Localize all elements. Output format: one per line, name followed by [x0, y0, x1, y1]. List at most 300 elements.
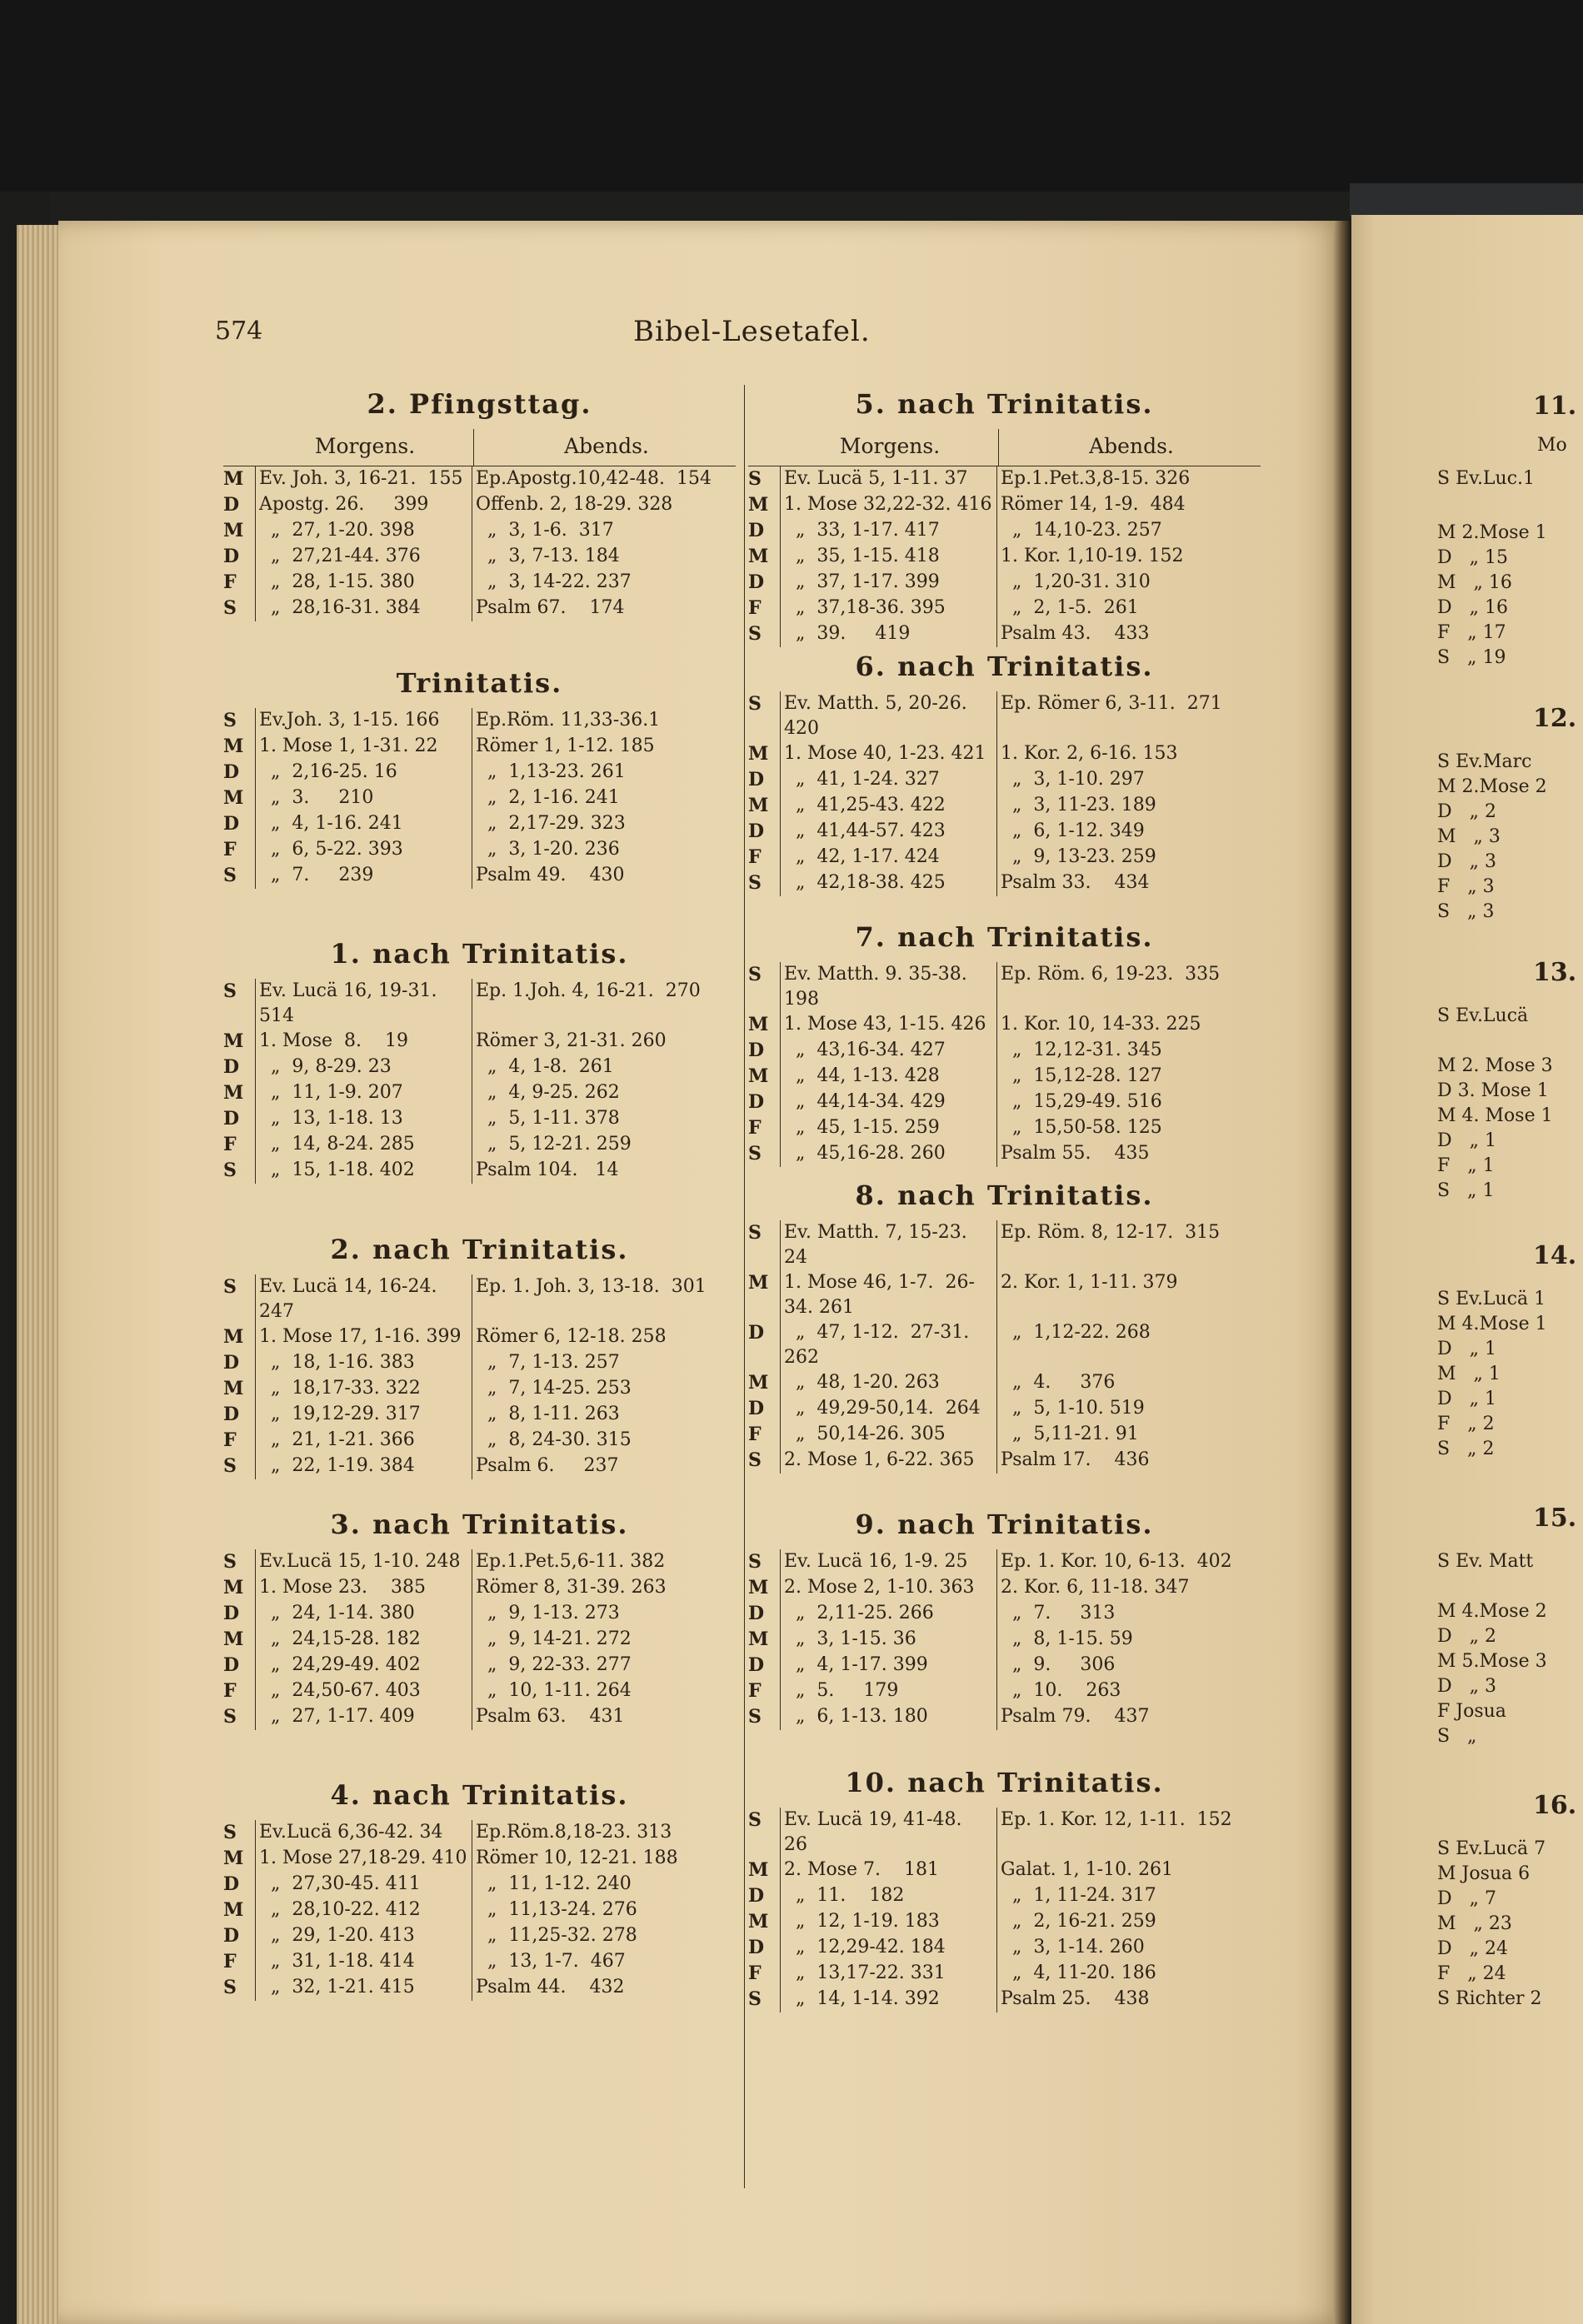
cut-off-reading-line: S Ev.Lucä — [1437, 1005, 1529, 1026]
morning-reading: „ 28,10-22. 412 — [255, 1898, 472, 1923]
morning-reading: „ 14, 8-24. 285 — [255, 1132, 472, 1158]
reading-row — [748, 518, 1261, 544]
morning-reading: „ 22, 1-19. 384 — [255, 1454, 472, 1479]
cut-off-reading-line: D „ 24 — [1437, 1938, 1509, 1959]
evening-reading: Ep. Röm. 8, 12-17. 315 — [996, 1220, 1261, 1270]
morning-reading: „ 13,17-22. 331 — [780, 1961, 996, 1987]
evening-reading: „ 1,12-22. 268 — [996, 1320, 1261, 1370]
evening-reading: Galat. 1, 1-10. 261 — [996, 1858, 1261, 1883]
weekday-letter: S — [223, 1822, 237, 1843]
cut-off-reading-line: D „ 7 — [1437, 1888, 1497, 1909]
reading-row — [223, 518, 736, 544]
evening-reading: „ 3, 1-20. 236 — [472, 837, 736, 863]
reading-row — [223, 570, 736, 596]
evening-reading: Ep.1.Pet.5,6-11. 382 — [472, 1549, 736, 1575]
evening-reading: „ 5, 1-11. 378 — [472, 1106, 736, 1132]
evening-reading: Psalm 55. 435 — [996, 1141, 1261, 1167]
evening-reading: „ 1,20-31. 310 — [996, 570, 1261, 596]
section-title: 3. nach Trinitatis. — [330, 1509, 629, 1540]
morning-reading: 1. Mose 17, 1-16. 399 — [255, 1324, 472, 1350]
evening-reading: „ 2, 1-16. 241 — [472, 785, 736, 811]
evening-reading: Ep. Römer 6, 3-11. 271 — [996, 691, 1261, 741]
evening-reading: Ep.Apostg.10,42-48. 154 — [472, 466, 736, 492]
evening-reading: Psalm 104. 14 — [472, 1158, 736, 1184]
morning-reading: „ 19,12-29. 317 — [255, 1402, 472, 1428]
evening-reading: „ 9, 1-13. 273 — [472, 1601, 736, 1627]
morning-reading: „ 41, 1-24. 327 — [780, 767, 996, 793]
reading-row — [748, 1678, 1261, 1704]
reading-rows — [223, 1820, 736, 2001]
section-title: 1. nach Trinitatis. — [330, 938, 629, 970]
section-title: 2. Pfingsttag. — [367, 388, 592, 420]
weekday-letter: M — [223, 1899, 244, 1921]
evening-reading: „ 11,25-32. 278 — [472, 1923, 736, 1949]
morning-reading: „ 12,29-42. 184 — [780, 1935, 996, 1961]
weekday-letter: D — [748, 1603, 765, 1624]
cut-off-reading-line: D „ 2 — [1437, 801, 1497, 822]
cut-off-reading-line: D „ 1 — [1437, 1339, 1497, 1359]
reading-row — [748, 596, 1261, 621]
weekday-letter: M — [223, 1628, 244, 1650]
morning-reading: Ev. Lucä 19, 41-48. 26 — [780, 1808, 996, 1858]
evening-reading: „ 2, 16-21. 259 — [996, 1909, 1261, 1935]
morning-reading: „ 18,17-33. 322 — [255, 1376, 472, 1402]
reading-section — [223, 1499, 736, 1730]
weekday-letter: S — [748, 1143, 762, 1164]
morning-reading: „ 11, 1-9. 207 — [255, 1080, 472, 1106]
weekday-letter: S — [748, 1222, 762, 1244]
cut-off-reading-line: M „ 3 — [1437, 826, 1501, 847]
morning-reading: „ 4, 1-17. 399 — [780, 1653, 996, 1678]
weekday-letter: M — [223, 468, 244, 490]
cut-off-reading-line: D „ 1 — [1437, 1389, 1497, 1409]
evening-reading: „ 6, 1-12. 349 — [996, 819, 1261, 845]
weekday-letter: F — [223, 1951, 237, 1972]
weekday-letter: F — [748, 1962, 762, 1984]
cut-off-reading-line: M 4.Mose 2 — [1437, 1601, 1547, 1622]
reading-row — [748, 1038, 1261, 1064]
evening-reading: Ep.Röm. 11,33-36.1 — [472, 708, 736, 734]
weekday-letter: D — [748, 1937, 765, 1958]
reading-row — [223, 760, 736, 785]
evening-reading: „ 2, 1-5. 261 — [996, 596, 1261, 621]
morning-reading: 1. Mose 27,18-29. 410 — [255, 1846, 472, 1872]
reading-row — [748, 1064, 1261, 1090]
header-abends: Abends. — [564, 434, 649, 458]
section-title: 10. nach Trinitatis. — [845, 1767, 1164, 1798]
cut-off-reading-line: F „ 3 — [1437, 876, 1495, 897]
evening-reading: „ 3, 1-6. 317 — [472, 518, 736, 544]
morning-reading: Apostg. 26. 399 — [255, 492, 472, 518]
evening-reading: „ 4, 1-8. 261 — [472, 1055, 736, 1080]
weekday-letter: S — [748, 964, 762, 985]
evening-reading: „ 4. 376 — [996, 1370, 1261, 1396]
morning-reading: „ 27, 1-17. 409 — [255, 1704, 472, 1730]
evening-reading: „ 8, 24-30. 315 — [472, 1428, 736, 1454]
weekday-letter: S — [223, 1977, 237, 1998]
weekday-letter: S — [223, 1160, 237, 1181]
weekday-letter: M — [748, 1577, 769, 1598]
weekday-letter: F — [223, 1429, 237, 1451]
reading-row — [748, 1141, 1261, 1167]
evening-reading: „ 7. 313 — [996, 1601, 1261, 1627]
weekday-letter: M — [748, 1628, 769, 1650]
weekday-letter: D — [748, 1885, 765, 1907]
reading-rows — [748, 1808, 1261, 2012]
cut-off-reading-line: F „ 1 — [1437, 1155, 1495, 1176]
header-morgens: Morgens. — [314, 434, 416, 458]
weekday-letter: D — [223, 1873, 240, 1895]
reading-row — [223, 492, 736, 518]
evening-reading: Psalm 44. 432 — [472, 1975, 736, 2001]
evening-reading: „ 4, 9-25. 262 — [472, 1080, 736, 1106]
reading-row — [748, 1575, 1261, 1601]
evening-reading: „ 3, 1-10. 297 — [996, 767, 1261, 793]
reading-row — [748, 544, 1261, 570]
reading-rows — [223, 708, 736, 889]
cut-off-section-title: 14. — [1533, 1241, 1577, 1270]
reading-row — [748, 1808, 1261, 1858]
evening-reading: „ 15,50-58. 125 — [996, 1115, 1261, 1141]
reading-row — [748, 1627, 1261, 1653]
evening-reading: „ 11, 1-12. 240 — [472, 1872, 736, 1898]
weekday-letter: M — [223, 1082, 244, 1104]
reading-rows — [748, 1220, 1261, 1474]
reading-row — [748, 1653, 1261, 1678]
weekday-letter: D — [748, 571, 765, 593]
header-divider — [473, 429, 474, 466]
evening-reading: Römer 8, 31-39. 263 — [472, 1575, 736, 1601]
morning-reading: 1. Mose 23. 385 — [255, 1575, 472, 1601]
reading-section — [748, 641, 1261, 896]
evening-reading: „ 5, 1-10. 519 — [996, 1396, 1261, 1422]
morning-reading: Ev.Lucä 6,36-42. 34 — [255, 1820, 472, 1846]
weekday-letter: S — [223, 1276, 237, 1298]
reading-row — [748, 741, 1261, 767]
morning-reading: „ 45,16-28. 260 — [780, 1141, 996, 1167]
morning-reading: „ 11. 182 — [780, 1883, 996, 1909]
reading-row — [223, 979, 736, 1029]
morning-reading: „ 3. 210 — [255, 785, 472, 811]
reading-row — [223, 1428, 736, 1454]
cut-off-reading-line: M „ 16 — [1437, 572, 1512, 593]
weekday-letter: F — [223, 1134, 237, 1155]
reading-row — [223, 1106, 736, 1132]
reading-row — [223, 1601, 736, 1627]
weekday-letter: S — [748, 693, 762, 715]
cut-off-reading-line: D „ 3 — [1437, 1676, 1497, 1697]
evening-reading: „ 10. 263 — [996, 1678, 1261, 1704]
weekday-letter: D — [223, 1056, 240, 1078]
cut-off-reading-line: S Ev. Matt — [1437, 1551, 1534, 1572]
weekday-letter: M — [748, 743, 769, 765]
morning-reading: „ 39. 419 — [780, 621, 996, 647]
weekday-letter: M — [748, 1859, 769, 1881]
morning-reading: „ 6, 5-22. 393 — [255, 837, 472, 863]
section-title: 5. nach Trinitatis. — [855, 388, 1154, 420]
cut-off-reading-line: D „ 15 — [1437, 547, 1509, 568]
cut-off-section-title: 11. — [1533, 391, 1577, 421]
reading-row — [748, 1422, 1261, 1448]
evening-reading: Römer 14, 1-9. 484 — [996, 492, 1261, 518]
reading-section — [223, 1224, 736, 1479]
evening-reading: Ep.Röm.8,18-23. 313 — [472, 1820, 736, 1846]
morning-reading: Ev. Matth. 7, 15-23. 24 — [780, 1220, 996, 1270]
weekday-letter: D — [748, 1040, 765, 1061]
evening-reading: „ 5, 12-21. 259 — [472, 1132, 736, 1158]
morning-reading: „ 28, 1-15. 380 — [255, 570, 472, 596]
evening-reading: Römer 1, 1-12. 185 — [472, 734, 736, 760]
cut-off-reading-line: D 3. Mose 1 — [1437, 1080, 1549, 1101]
morning-reading: Ev. Matth. 9. 35-38. 198 — [780, 962, 996, 1012]
weekday-letter: F — [223, 571, 237, 593]
reading-row — [748, 819, 1261, 845]
reading-row — [223, 1080, 736, 1106]
morning-reading: „ 18, 1-16. 383 — [255, 1350, 472, 1376]
reading-row — [748, 570, 1261, 596]
section-title: 7. nach Trinitatis. — [855, 921, 1154, 953]
weekday-letter: M — [223, 1326, 244, 1348]
column-header — [223, 429, 736, 466]
reading-section — [748, 912, 1261, 1167]
morning-reading: Ev. Lucä 5, 1-11. 37 — [780, 466, 996, 492]
evening-reading: „ 13, 1-7. 467 — [472, 1949, 736, 1975]
reading-row — [748, 1549, 1261, 1575]
reading-row — [223, 734, 736, 760]
morning-reading: „ 35, 1-15. 418 — [780, 544, 996, 570]
reading-row — [223, 1678, 736, 1704]
morning-reading: 1. Mose 1, 1-31. 22 — [255, 734, 472, 760]
reading-row — [223, 1324, 736, 1350]
evening-reading: Psalm 43. 433 — [996, 621, 1261, 647]
morning-reading: „ 12, 1-19. 183 — [780, 1909, 996, 1935]
reading-row — [223, 1029, 736, 1055]
morning-reading: 1. Mose 43, 1-15. 426 — [780, 1012, 996, 1038]
reading-row — [748, 1090, 1261, 1115]
morning-reading: „ 24,50-67. 403 — [255, 1678, 472, 1704]
weekday-letter: F — [748, 1424, 762, 1445]
evening-reading: „ 3, 11-23. 189 — [996, 793, 1261, 819]
morning-reading: Ev. Matth. 5, 20-26. 420 — [780, 691, 996, 741]
evening-reading: Psalm 33. 434 — [996, 870, 1261, 896]
reading-row — [223, 1923, 736, 1949]
weekday-letter: D — [748, 820, 765, 842]
reading-row — [748, 1270, 1261, 1320]
weekday-letter: S — [223, 1706, 237, 1728]
cut-off-reading-line: S „ — [1437, 1726, 1477, 1747]
evening-reading: „ 7, 1-13. 257 — [472, 1350, 736, 1376]
morning-reading: „ 32, 1-21. 415 — [255, 1975, 472, 2001]
weekday-letter: S — [748, 1449, 762, 1471]
reading-rows — [223, 1549, 736, 1730]
header-abends: Abends. — [1089, 434, 1174, 458]
morning-reading: „ 37, 1-17. 399 — [780, 570, 996, 596]
evening-reading: 1. Kor. 2, 6-16. 153 — [996, 741, 1261, 767]
header-morgens: Morgens. — [839, 434, 941, 458]
reading-row — [223, 1820, 736, 1846]
weekday-letter: M — [223, 1848, 244, 1869]
header-divider — [998, 429, 999, 466]
evening-reading: „ 8, 1-11. 263 — [472, 1402, 736, 1428]
evening-reading: „ 5,11-21. 91 — [996, 1422, 1261, 1448]
reading-section — [223, 1770, 736, 2001]
weekday-letter: S — [223, 1455, 237, 1477]
weekday-letter: D — [748, 1398, 765, 1419]
evening-reading: Ep. Röm. 6, 19-23. 335 — [996, 962, 1261, 1012]
weekday-letter: D — [223, 1404, 240, 1425]
weekday-letter: M — [748, 1372, 769, 1394]
morning-reading: „ 14, 1-14. 392 — [780, 1987, 996, 2012]
page-number: 574 — [215, 317, 263, 346]
reading-section — [748, 1170, 1261, 1474]
reading-row — [748, 793, 1261, 819]
weekday-letter: S — [748, 1551, 762, 1573]
cut-off-reading-line: S „ 19 — [1437, 647, 1506, 668]
evening-reading: „ 14,10-23. 257 — [996, 518, 1261, 544]
reading-row — [748, 466, 1261, 492]
cut-off-reading-line: M 2.Mose 2 — [1437, 776, 1547, 797]
reading-row — [223, 1846, 736, 1872]
morning-reading: „ 44,14-34. 429 — [780, 1090, 996, 1115]
evening-reading: Offenb. 2, 18-29. 328 — [472, 492, 736, 518]
morning-reading: „ 7. 239 — [255, 863, 472, 889]
weekday-letter: D — [223, 1603, 240, 1624]
reading-row — [223, 1575, 736, 1601]
morning-reading: 1. Mose 32,22-32. 416 — [780, 492, 996, 518]
evening-reading: „ 3, 1-14. 260 — [996, 1935, 1261, 1961]
evening-reading: 2. Kor. 6, 11-18. 347 — [996, 1575, 1261, 1601]
evening-reading: Römer 3, 21-31. 260 — [472, 1029, 736, 1055]
reading-row — [748, 1858, 1261, 1883]
weekday-letter: D — [223, 1925, 240, 1947]
evening-reading: „ 9, 22-33. 277 — [472, 1653, 736, 1678]
reading-section — [223, 658, 736, 889]
reading-rows — [748, 691, 1261, 896]
evening-reading: „ 8, 1-15. 59 — [996, 1627, 1261, 1653]
evening-reading: „ 9. 306 — [996, 1653, 1261, 1678]
running-head: Bibel-Lesetafel. — [633, 315, 871, 348]
morning-reading: „ 45, 1-15. 259 — [780, 1115, 996, 1141]
weekday-letter: S — [748, 872, 762, 894]
evening-reading: Ep. 1. Kor. 12, 1-11. 152 — [996, 1808, 1261, 1858]
cut-off-reading-line: S Richter 2 — [1437, 1988, 1542, 2009]
reading-row — [223, 1949, 736, 1975]
weekday-letter: D — [223, 1654, 240, 1676]
evening-reading: 2. Kor. 1, 1-11. 379 — [996, 1270, 1261, 1320]
section-title: 6. nach Trinitatis. — [855, 651, 1154, 682]
morning-reading: 1. Mose 40, 1-23. 421 — [780, 741, 996, 767]
weekday-letter: M — [223, 520, 244, 541]
reading-row — [223, 1350, 736, 1376]
reading-row — [223, 837, 736, 863]
reading-row — [748, 1396, 1261, 1422]
reading-section — [748, 379, 1261, 647]
reading-row — [223, 1274, 736, 1324]
morning-reading: „ 5. 179 — [780, 1678, 996, 1704]
cut-off-reading-line: F „ 24 — [1437, 1963, 1506, 1984]
weekday-letter: M — [748, 1014, 769, 1035]
weekday-letter: D — [223, 494, 240, 516]
weekday-letter: M — [223, 787, 244, 809]
morning-reading: „ 49,29-50,14. 264 — [780, 1396, 996, 1422]
evening-reading: „ 10, 1-11. 264 — [472, 1678, 736, 1704]
reading-row — [748, 845, 1261, 870]
morning-reading: „ 29, 1-20. 413 — [255, 1923, 472, 1949]
morning-reading: „ 24, 1-14. 380 — [255, 1601, 472, 1627]
evening-reading: „ 4, 11-20. 186 — [996, 1961, 1261, 1987]
evening-reading: „ 15,29-49. 516 — [996, 1090, 1261, 1115]
weekday-letter: F — [748, 846, 762, 868]
cut-off-reading-line: F „ 2 — [1437, 1414, 1495, 1434]
evening-reading: „ 1, 11-24. 317 — [996, 1883, 1261, 1909]
reading-row — [223, 785, 736, 811]
evening-reading: „ 15,12-28. 127 — [996, 1064, 1261, 1090]
morning-reading: „ 27,30-45. 411 — [255, 1872, 472, 1898]
cut-off-reading-line: M 4.Mose 1 — [1437, 1314, 1547, 1334]
morning-reading: Ev. Lucä 16, 1-9. 25 — [780, 1549, 996, 1575]
reading-row — [223, 596, 736, 621]
evening-reading: Ep. 1. Kor. 10, 6-13. 402 — [996, 1549, 1261, 1575]
reading-row — [223, 1402, 736, 1428]
reading-row — [223, 1627, 736, 1653]
reading-row — [223, 1872, 736, 1898]
weekday-letter: S — [223, 710, 237, 731]
cut-off-reading-line: M „ 1 — [1437, 1364, 1501, 1384]
morning-reading: „ 27,21-44. 376 — [255, 544, 472, 570]
column-header — [748, 429, 1261, 466]
reading-rows — [223, 1274, 736, 1479]
evening-reading: „ 9, 14-21. 272 — [472, 1627, 736, 1653]
weekday-letter: M — [223, 1030, 244, 1052]
reading-section — [748, 1758, 1261, 2012]
weekday-letter: M — [748, 494, 769, 516]
weekday-letter: D — [223, 1108, 240, 1130]
evening-reading: Psalm 67. 174 — [472, 596, 736, 621]
morning-reading: Ev.Joh. 3, 1-15. 166 — [255, 708, 472, 734]
reading-row — [223, 811, 736, 837]
weekday-letter: S — [748, 1988, 762, 2010]
cut-off-reading-line: D „ 3 — [1437, 851, 1497, 872]
evening-reading: „ 12,12-31. 345 — [996, 1038, 1261, 1064]
reading-rows — [223, 466, 736, 621]
cut-off-reading-line: M „ 23 — [1437, 1913, 1512, 1934]
morning-reading: „ 50,14-26. 305 — [780, 1422, 996, 1448]
cut-off-reading-line: D „ 1 — [1437, 1130, 1497, 1151]
cut-off-reading-line: M Josua 6 — [1437, 1863, 1531, 1884]
weekday-letter: D — [748, 1322, 765, 1344]
weekday-letter: F — [223, 839, 237, 860]
reading-row — [748, 1935, 1261, 1961]
cut-off-section-title: 13. — [1533, 958, 1577, 987]
reading-row — [748, 1987, 1261, 2012]
evening-reading: „ 3, 7-13. 184 — [472, 544, 736, 570]
evening-reading: Ep. 1. Joh. 3, 13-18. 301 — [472, 1274, 736, 1324]
weekday-letter: S — [748, 468, 762, 490]
reading-row — [748, 1883, 1261, 1909]
morning-reading: „ 37,18-36. 395 — [780, 596, 996, 621]
reading-row — [748, 1448, 1261, 1474]
reading-row — [748, 1909, 1261, 1935]
reading-row — [223, 466, 736, 492]
morning-reading: Ev.Lucä 15, 1-10. 248 — [255, 1549, 472, 1575]
morning-reading: 1. Mose 8. 19 — [255, 1029, 472, 1055]
morning-reading: „ 42,18-38. 425 — [780, 870, 996, 896]
weekday-letter: D — [223, 546, 240, 567]
evening-reading: Römer 6, 12-18. 258 — [472, 1324, 736, 1350]
evening-reading: „ 7, 14-25. 253 — [472, 1376, 736, 1402]
morning-reading: „ 31, 1-18. 414 — [255, 1949, 472, 1975]
weekday-letter: F — [748, 1117, 762, 1139]
